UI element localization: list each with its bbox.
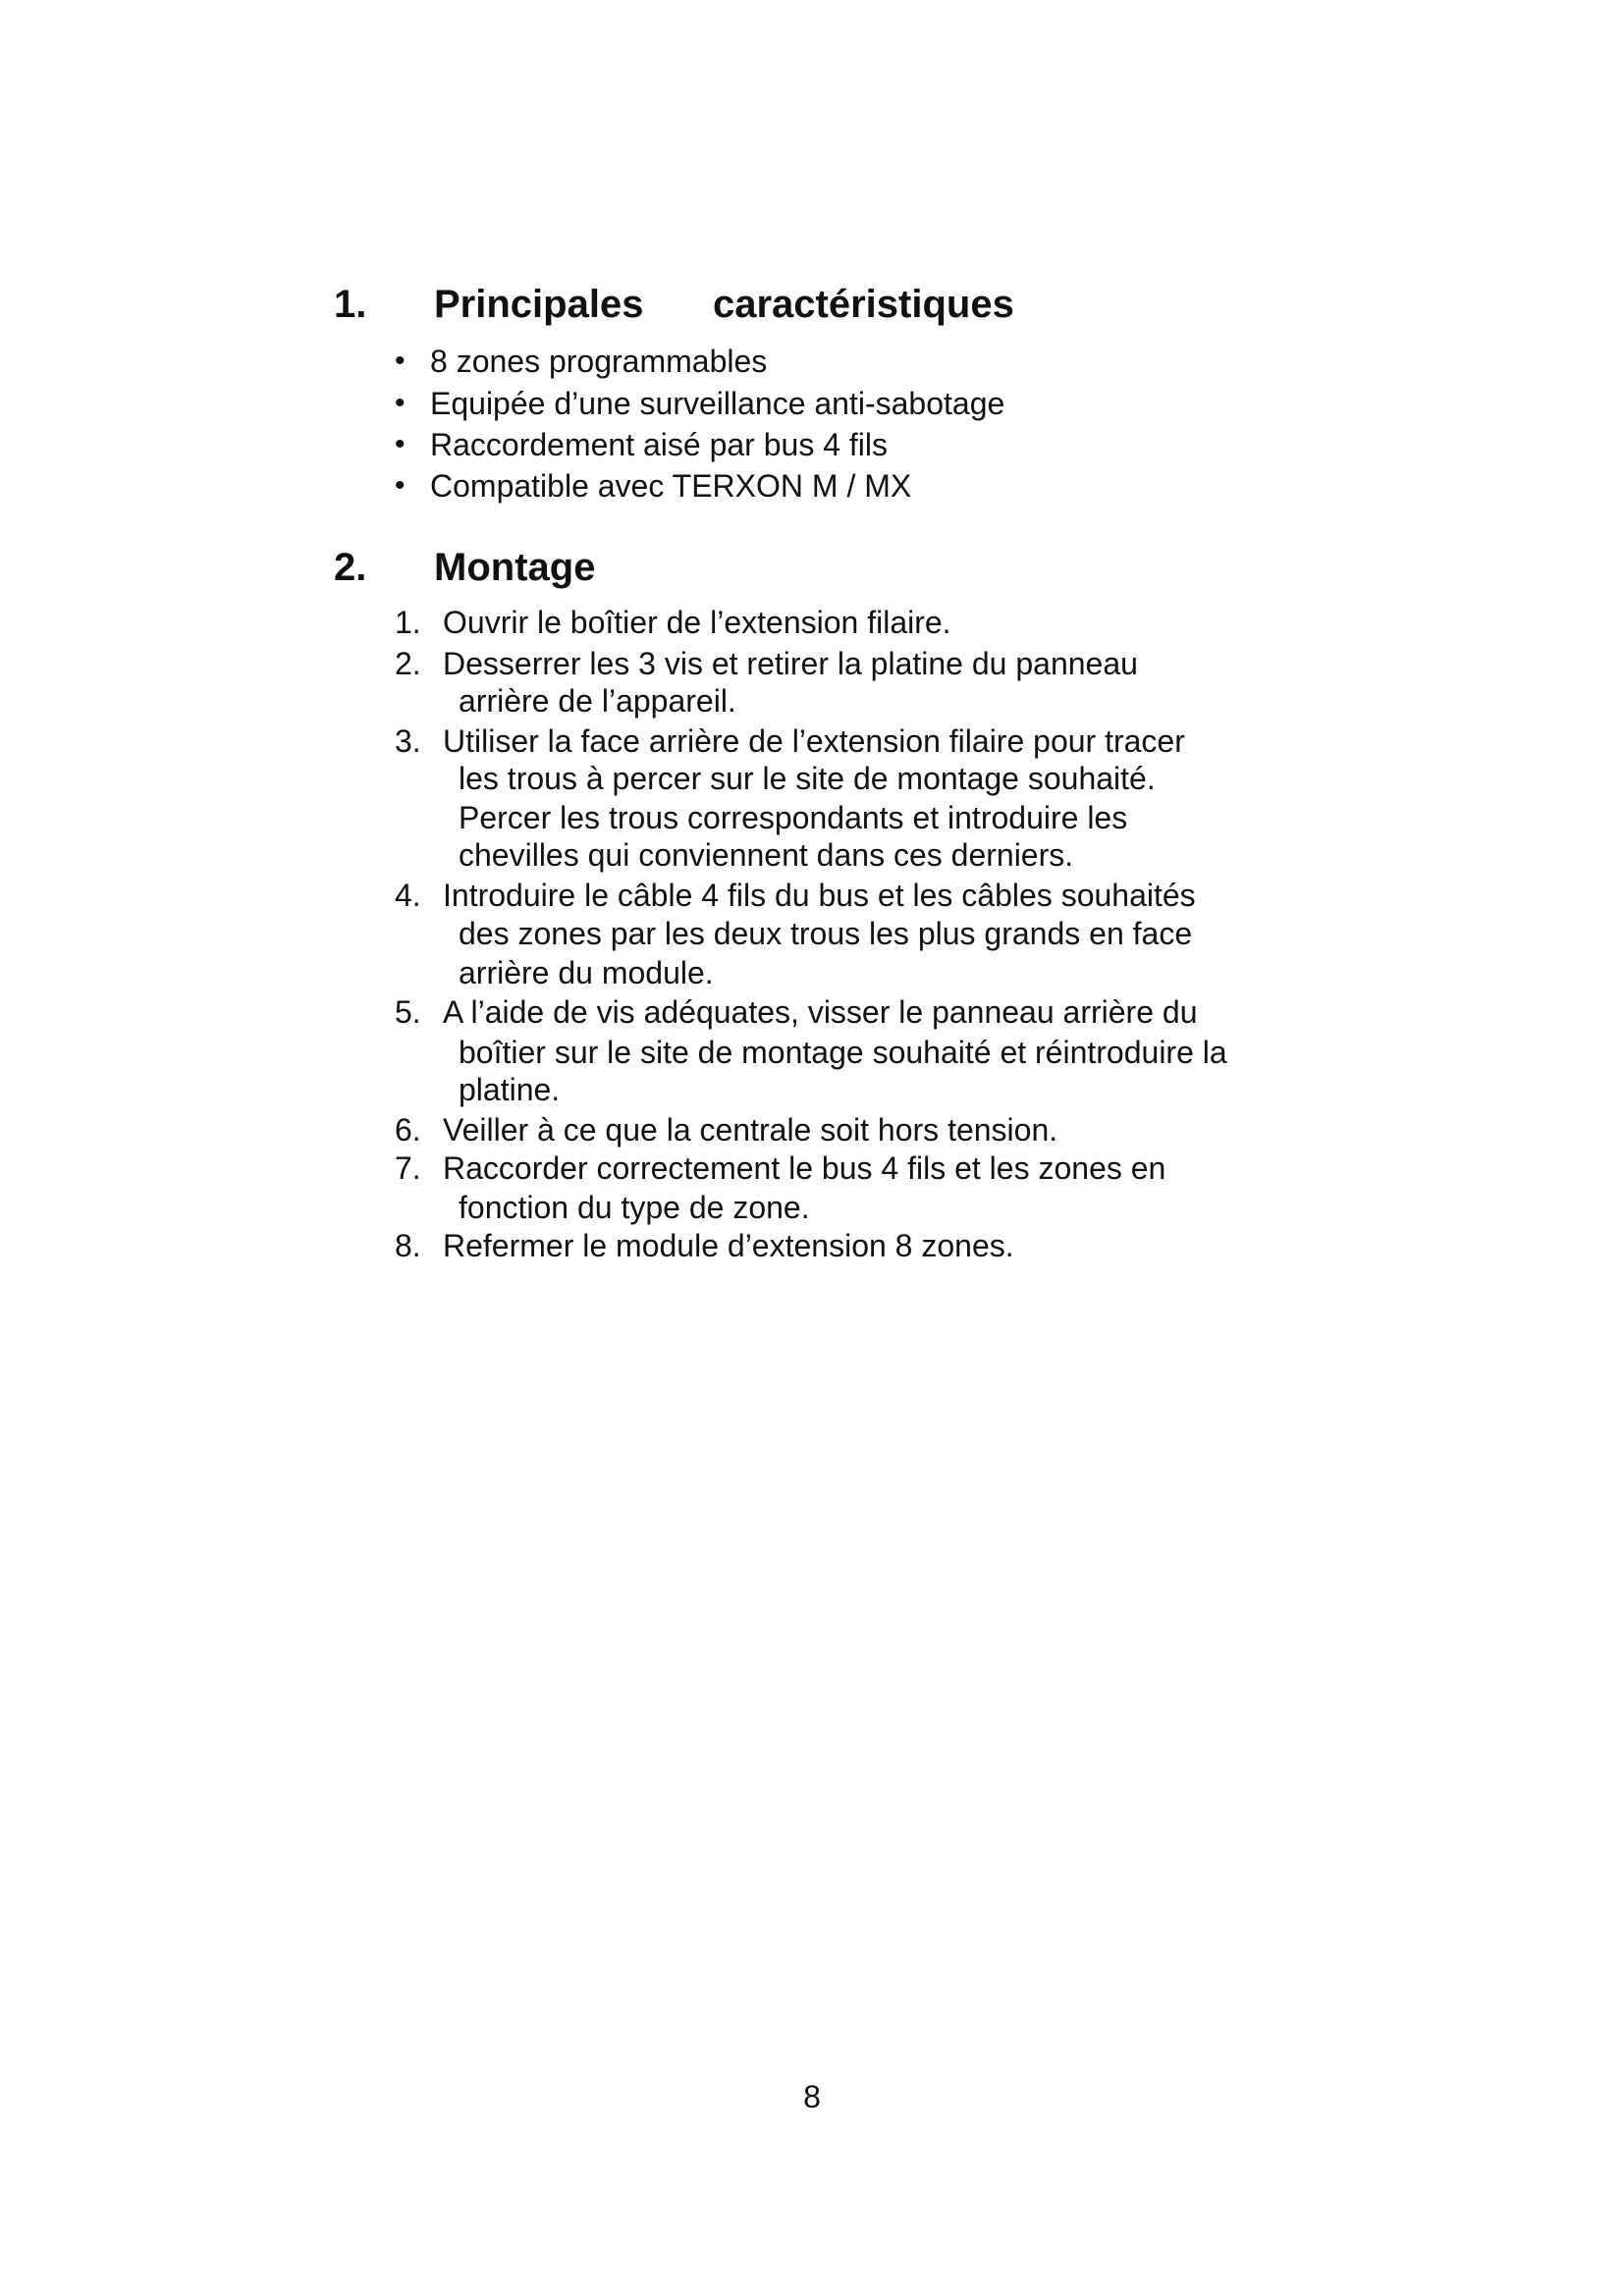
step-text-continuation: des zones par les deux trous les plus grands en face	[459, 916, 1193, 951]
step-number: 7.	[395, 1150, 421, 1186]
step-text-continuation: Percer les trous correspondants et introduire les	[459, 800, 1128, 835]
step-text-continuation: boîtier sur le site de montage souhaité et réintroduire la	[459, 1035, 1227, 1070]
step-text-continuation: arrière du module.	[459, 955, 714, 990]
feature-text: Raccordement aisé par bus 4 fils	[430, 427, 888, 462]
step-text-continuation: arrière de l’appareil.	[459, 683, 736, 719]
step-text: Introduire le câble 4 fils du bus et les câbles souhaités	[443, 878, 1196, 913]
section-2-title: Montage	[434, 546, 596, 589]
step-number: 1.	[395, 605, 421, 640]
feature-text: Compatible avec TERXON M / MX	[430, 468, 912, 504]
bullet-icon: •	[395, 387, 406, 419]
bullet-icon: •	[395, 345, 406, 377]
section-1-title-part2: caractéristiques	[713, 283, 1014, 326]
step-text: A l’aide de vis adéquates, visser le panneau arrière du	[443, 994, 1198, 1030]
step-text-continuation: les trous à percer sur le site de montage souhaité.	[459, 761, 1156, 796]
step-number: 3.	[395, 723, 421, 759]
step-number: 2.	[395, 646, 421, 681]
section-2-number: 2.	[334, 546, 367, 589]
step-text: Raccorder correctement le bus 4 fils et les zones en	[443, 1150, 1166, 1186]
step-text-continuation: platine.	[459, 1072, 561, 1107]
step-text-continuation: chevilles qui conviennent dans ces derniers.	[459, 837, 1074, 873]
step-text: Ouvrir le boîtier de l’extension filaire.	[443, 605, 951, 640]
bullet-icon: •	[395, 428, 406, 460]
section-1-number: 1.	[334, 283, 367, 326]
step-text: Veiller à ce que la centrale soit hors tension.	[443, 1112, 1058, 1148]
section-1-title-part1: Principales	[434, 283, 644, 326]
bullet-icon: •	[395, 469, 406, 502]
step-text: Refermer le module d’extension 8 zones.	[443, 1228, 1014, 1263]
feature-text: Equipée d’une surveillance anti-sabotage	[430, 386, 1005, 421]
step-number: 4.	[395, 878, 421, 913]
feature-text: 8 zones programmables	[430, 344, 768, 379]
step-text-continuation: fonction du type de zone.	[459, 1190, 810, 1225]
step-text: Desserrer les 3 vis et retirer la platine du panneau	[443, 646, 1138, 681]
step-text: Utiliser la face arrière de l’extension filaire pour tracer	[443, 723, 1185, 759]
page-number: 8	[803, 2079, 821, 2114]
step-number: 8.	[395, 1228, 421, 1263]
step-number: 6.	[395, 1112, 421, 1148]
step-number: 5.	[395, 994, 421, 1030]
